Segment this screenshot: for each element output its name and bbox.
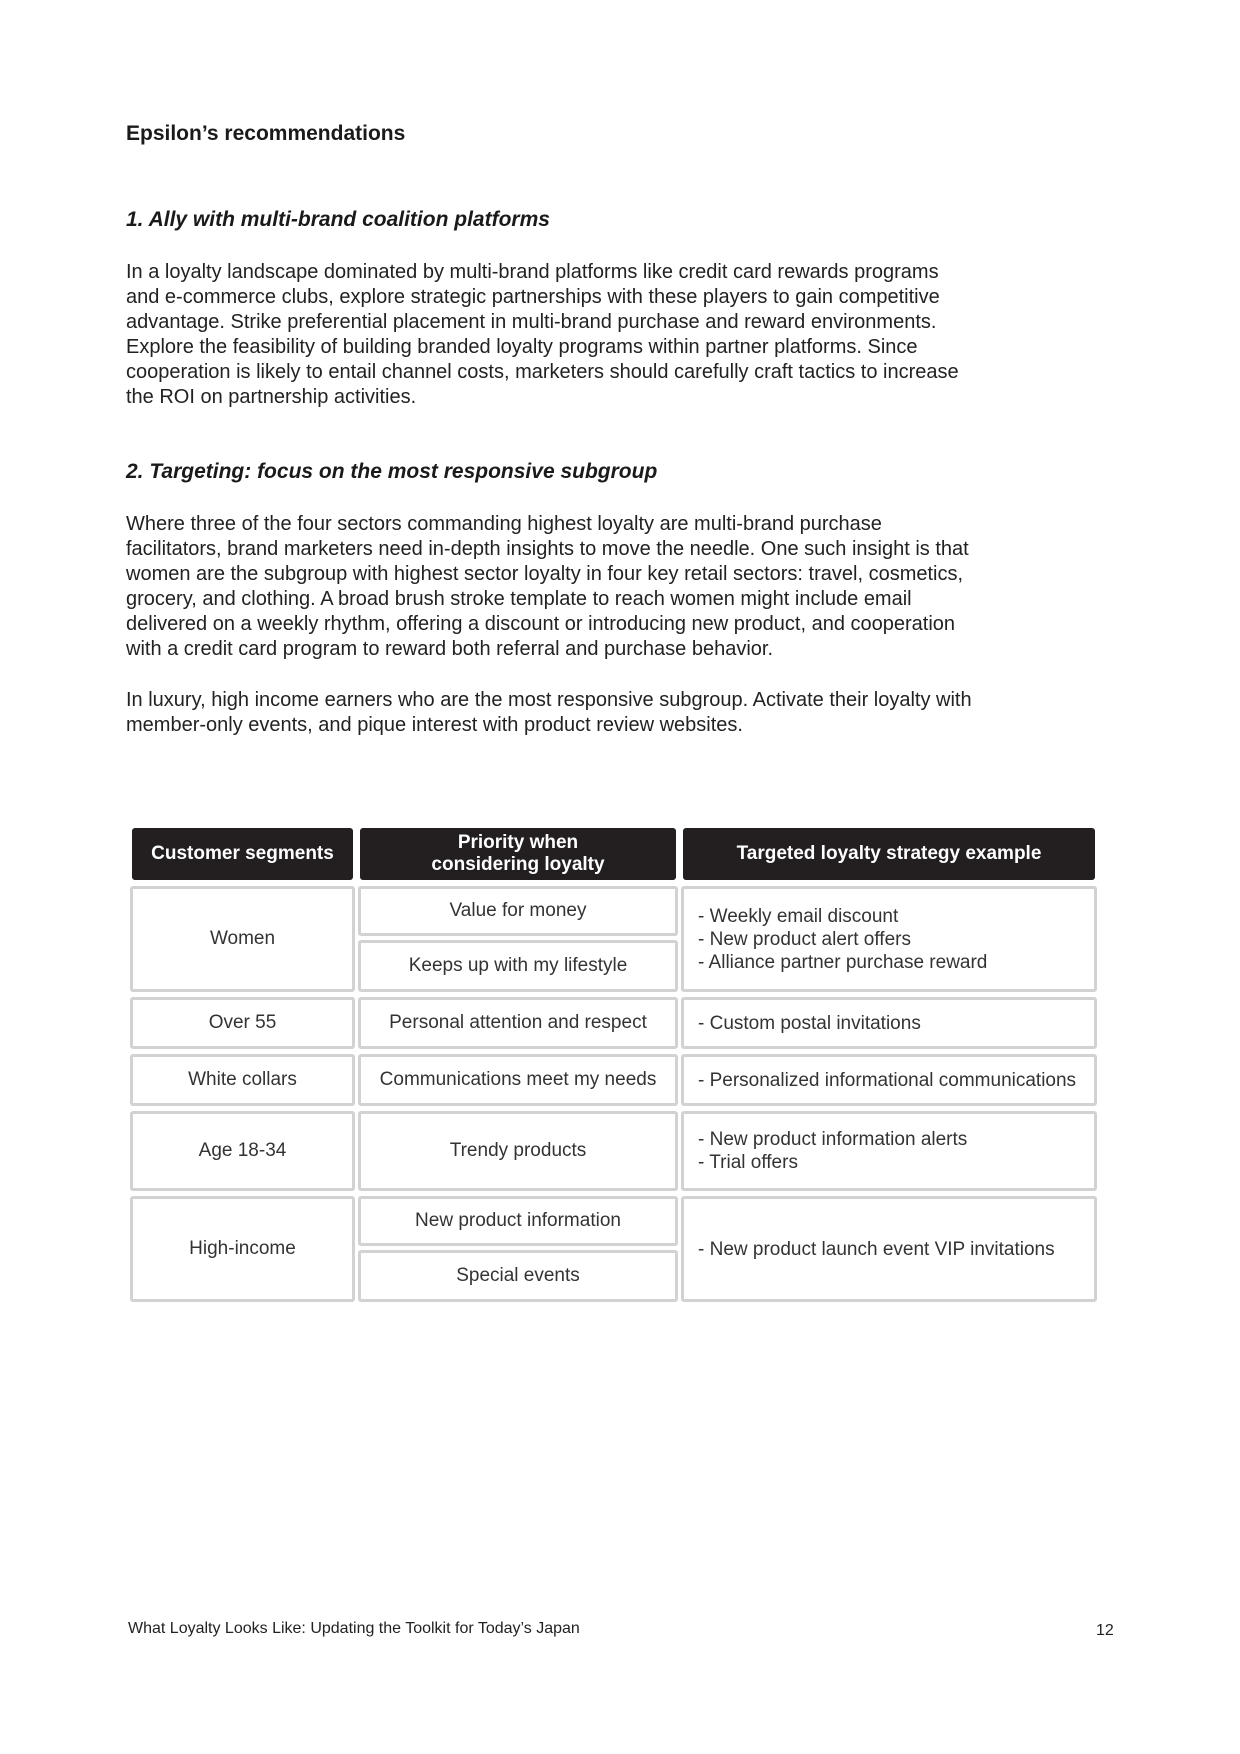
strategy-cell	[681, 1196, 1097, 1302]
header-strategy: Targeted loyalty strategy example	[683, 828, 1095, 880]
header-customer-segments: Customer segments	[132, 828, 353, 880]
priority-cell	[358, 886, 678, 936]
segment-cell	[130, 886, 355, 992]
strategy-list	[698, 1238, 1055, 1261]
strategy-item: - New product launch event VIP invitations	[698, 1238, 1055, 1260]
strategy-list	[698, 1128, 967, 1174]
priority-label: Value for money	[449, 900, 587, 921]
strategy-item: - Alliance partner purchase reward	[698, 951, 988, 973]
section-1-paragraph: In a loyalty landscape dominated by multi-brand platforms like credit card rewards programs and e-commerce clubs, explore strategic partnerships with these players to gain competitive advantage. Strike preferential placement in multi-brand purchase and reward environments. Explore the feasibility of building branded loyalty programs within partner platforms. Since cooperation is likely to entail channel costs, marketers should carefully craft tactics to increase the ROI on partnership activities.	[126, 261, 959, 408]
strategy-item: - Personalized informational communications	[698, 1069, 1077, 1091]
segment-label: High-income	[189, 1238, 296, 1259]
strategy-item: - Weekly email discount	[698, 905, 899, 927]
priority-label: Special events	[456, 1265, 580, 1286]
priority-label: Personal attention and respect	[389, 1012, 647, 1033]
segment-label: Women	[209, 928, 276, 949]
segment-label: White collars	[188, 1069, 297, 1090]
priority-label: Trendy products	[449, 1140, 587, 1161]
loyalty-strategy-table	[130, 828, 1100, 1308]
priority-cell	[358, 1196, 678, 1246]
strategy-cell	[681, 997, 1097, 1049]
segment-cell	[130, 997, 355, 1049]
strategy-item: - Trial offers	[698, 1152, 798, 1173]
section-2-paragraph-2: In luxury, high income earners who are the most responsive subgroup. Activate their loyalty with member-only events, and pique interest with product review websites.	[126, 689, 972, 736]
priority-cell	[358, 1111, 678, 1191]
segment-cell	[130, 1196, 355, 1302]
priority-label: New product information	[415, 1210, 621, 1231]
section-2-heading: 2. Targeting: focus on the most responsive subgroup	[126, 460, 658, 483]
priority-label: Keeps up with my lifestyle	[408, 955, 628, 976]
segment-cell	[130, 1054, 355, 1106]
strategy-item: - New product information alerts	[698, 1129, 968, 1150]
strategy-list	[698, 1012, 921, 1035]
strategy-list	[698, 1069, 1076, 1092]
priority-cell	[358, 940, 678, 992]
page-heading: Epsilon’s recommendations	[126, 122, 406, 145]
section-2-paragraph-1: Where three of the four sectors commanding highest loyalty are multi-brand purchase facilitators, brand marketers need in-depth insights to move the needle. One such insight is that women are the subgroup with highest sector loyalty in four key retail sectors: travel, cosmetics, grocery, and clothing. A broad brush stroke template to reach women might include email delivered on a weekly rhythm, offering a discount or introducing new product, and cooperation with a credit card program to reward both referral and purchase behavior.	[126, 513, 969, 660]
strategy-list	[698, 905, 987, 974]
page-number: 12	[1096, 1622, 1114, 1639]
strategy-cell	[681, 1111, 1097, 1191]
strategy-item: - Custom postal invitations	[698, 1012, 921, 1034]
priority-cell	[358, 1054, 678, 1106]
priority-cell	[358, 997, 678, 1049]
segment-label: Age 18-34	[198, 1140, 287, 1161]
strategy-item: - New product alert offers	[698, 928, 911, 950]
priority-label: Communications meet my needs	[379, 1069, 657, 1090]
priority-cell	[358, 1250, 678, 1302]
footer-title: What Loyalty Looks Like: Updating the Toolkit for Today’s Japan	[128, 1620, 580, 1637]
header-priority: Priority when considering loyalty	[360, 828, 676, 880]
section-1-heading: 1. Ally with multi-brand coalition platforms	[126, 208, 550, 231]
segment-label: Over 55	[208, 1012, 277, 1033]
segment-cell	[130, 1111, 355, 1191]
strategy-cell	[681, 886, 1097, 992]
strategy-cell	[681, 1054, 1097, 1106]
